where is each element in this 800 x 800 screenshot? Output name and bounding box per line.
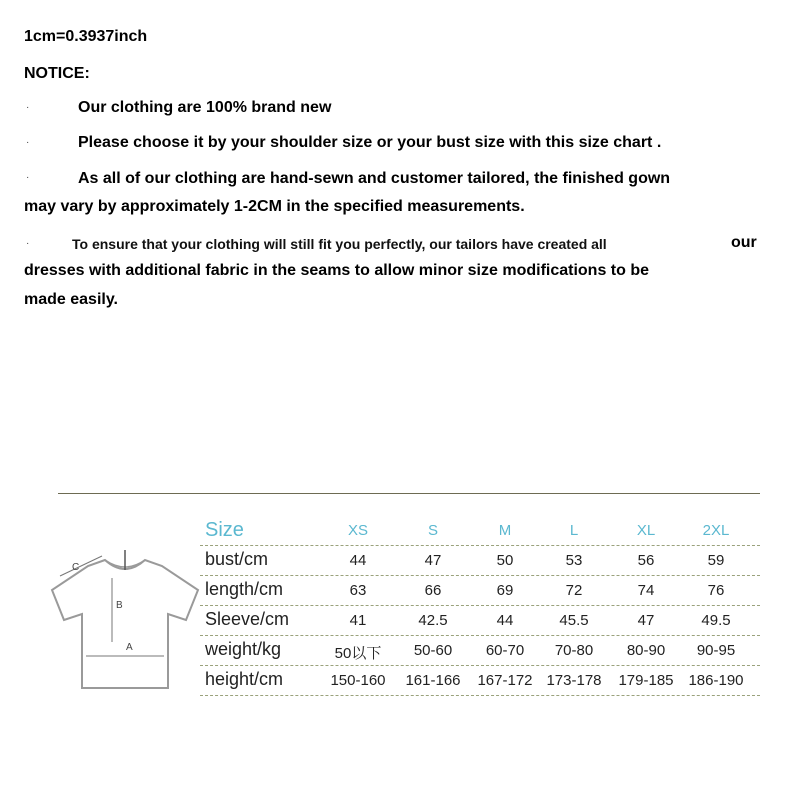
size-row <box>200 665 760 695</box>
table-cell: 69 <box>496 582 514 599</box>
size-header-cell: XS <box>347 522 368 539</box>
bullet-mark: · <box>26 172 30 183</box>
notice-line-4-tail: our <box>731 234 757 251</box>
notice-line-1: Our clothing are 100% brand new <box>78 99 332 116</box>
size-header-cell: 2XL <box>702 522 730 539</box>
table-cell: 72 <box>565 582 583 599</box>
bullet-mark: · <box>26 102 30 113</box>
table-cell: 59 <box>707 552 725 569</box>
size-row <box>200 605 760 635</box>
size-header-cell: XL <box>636 522 656 539</box>
table-cell: 49.5 <box>701 612 731 629</box>
size-header-cell: L <box>569 522 579 539</box>
row-separator <box>200 695 760 696</box>
row-label: bust/cm <box>205 549 269 569</box>
table-cell: 50 <box>496 552 514 569</box>
table-cell: 44 <box>496 612 514 629</box>
table-cell: 50以下 <box>334 645 382 662</box>
notice-line-4: To ensure that your clothing will still fit you perfectly, our tailors have created all <box>72 236 607 252</box>
table-cell: 44 <box>349 552 367 569</box>
table-cell: 179-185 <box>618 672 674 689</box>
notice-line-3b: may vary by approximately 1-2CM in the specified measurements. <box>24 198 525 215</box>
table-cell: 66 <box>424 582 442 599</box>
table-cell: 42.5 <box>418 612 448 629</box>
size-header-cell: M <box>498 522 512 539</box>
table-cell: 76 <box>707 582 725 599</box>
notice-line-2: Please choose it by your shoulder size or your bust size with this size chart . <box>78 134 662 151</box>
bullet-mark: · <box>26 137 30 148</box>
notice-line-3: As all of our clothing are hand-sewn and customer tailored, the finished gown <box>78 170 671 187</box>
table-cell: 47 <box>424 552 442 569</box>
size-header-row <box>200 515 760 545</box>
row-label: height/cm <box>205 669 284 689</box>
table-cell: 173-178 <box>546 672 602 689</box>
size-row <box>200 575 760 605</box>
notice-line-4c: made easily. <box>24 291 118 308</box>
tshirt-diagram <box>50 548 200 698</box>
table-cell: 41 <box>349 612 367 629</box>
table-cell: 150-160 <box>330 672 386 689</box>
size-row <box>200 545 760 575</box>
bullet-mark: · <box>26 238 30 249</box>
table-cell: 167-172 <box>477 672 533 689</box>
dimension-label-a: A <box>126 642 133 653</box>
table-cell: 60-70 <box>485 642 525 659</box>
conversion-note: 1cm=0.3937inch <box>24 28 148 45</box>
size-header-cell: S <box>427 522 438 539</box>
size-header-label: Size <box>205 519 244 541</box>
row-label: length/cm <box>205 579 284 599</box>
table-cell: 74 <box>637 582 655 599</box>
notice-title: NOTICE: <box>24 65 90 82</box>
table-cell: 70-80 <box>554 642 594 659</box>
table-cell: 161-166 <box>405 672 461 689</box>
table-cell: 45.5 <box>559 612 589 629</box>
row-label: weight/kg <box>205 639 282 659</box>
table-cell: 90-95 <box>696 642 736 659</box>
table-cell: 47 <box>637 612 655 629</box>
table-cell: 80-90 <box>626 642 666 659</box>
table-cell: 63 <box>349 582 367 599</box>
dimension-label-c: C <box>72 562 80 573</box>
table-cell: 50-60 <box>413 642 453 659</box>
chart-top-rule <box>58 493 760 494</box>
table-cell: 56 <box>637 552 655 569</box>
dimension-label-b: B <box>116 600 123 611</box>
table-cell: 186-190 <box>688 672 744 689</box>
size-row <box>200 635 760 665</box>
row-label: Sleeve/cm <box>205 609 290 629</box>
notice-line-4b: dresses with additional fabric in the seams to allow minor size modifications to be <box>24 262 650 279</box>
table-cell: 53 <box>565 552 583 569</box>
